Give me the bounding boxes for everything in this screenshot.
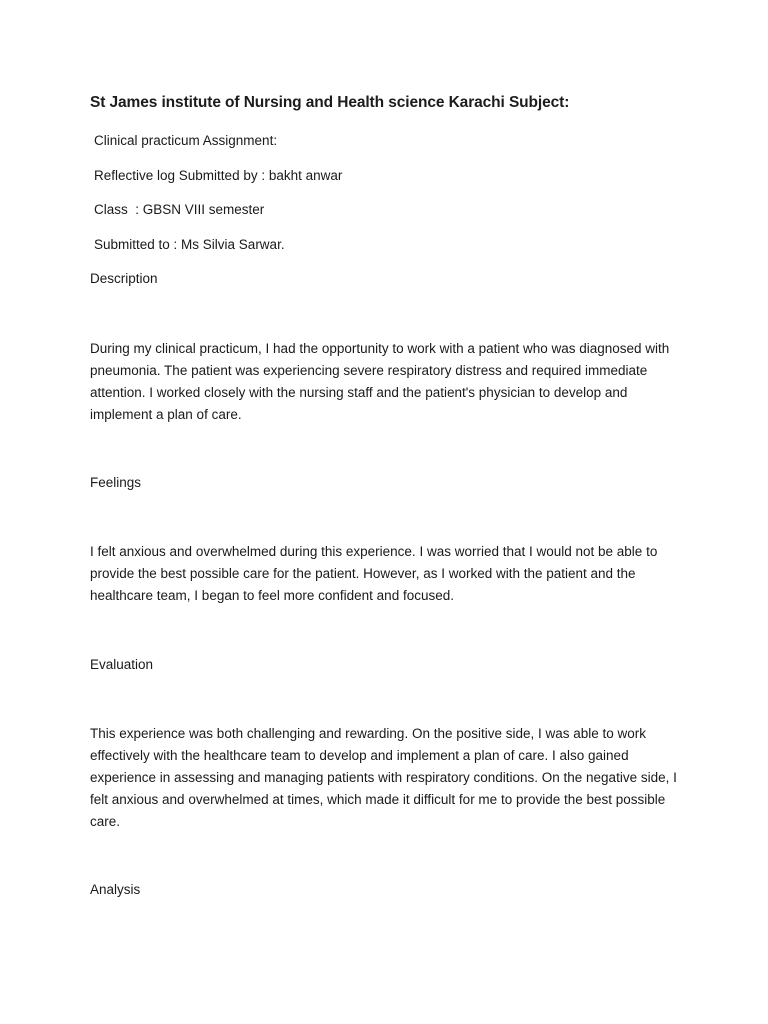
feelings-paragraph: I felt anxious and overwhelmed during this experience. I was worried that I would not be able to provide the best possible care for the patient. However, as I worked with the patient and the healthcare team, I began to feel more confident and focused. — [90, 544, 658, 603]
class-line: Class : GBSN VIII semester — [94, 202, 265, 217]
submitted-by-line: Reflective log Submitted by : bakht anwar — [94, 168, 343, 183]
analysis-heading: Analysis — [90, 882, 141, 897]
document-title: St James institute of Nursing and Health science Karachi Subject: — [90, 94, 570, 111]
submitted-to-line: Submitted to : Ms Silvia Sarwar. — [94, 237, 285, 252]
evaluation-paragraph: This experience was both challenging and rewarding. On the positive side, I was able to work effectively with the healthcare team to develop and implement a plan of care. I also gained experience in assessing and managing patients with respiratory conditions. On the negative side, I felt anxious and overwhelmed at times, which made it difficult for me to provide the best possible care. — [90, 726, 677, 829]
description-paragraph: During my clinical practicum, I had the opportunity to work with a patient who was diagnosed with pneumonia. The patient was experiencing severe respiratory distress and required immediate attention. I worked closely with the nursing staff and the patient's physician to develop and implement a plan of care. — [90, 341, 670, 422]
subject-line: Clinical practicum Assignment: — [94, 133, 278, 148]
feelings-heading: Feelings — [90, 475, 142, 490]
evaluation-heading: Evaluation — [90, 657, 154, 672]
description-heading: Description — [90, 271, 158, 286]
